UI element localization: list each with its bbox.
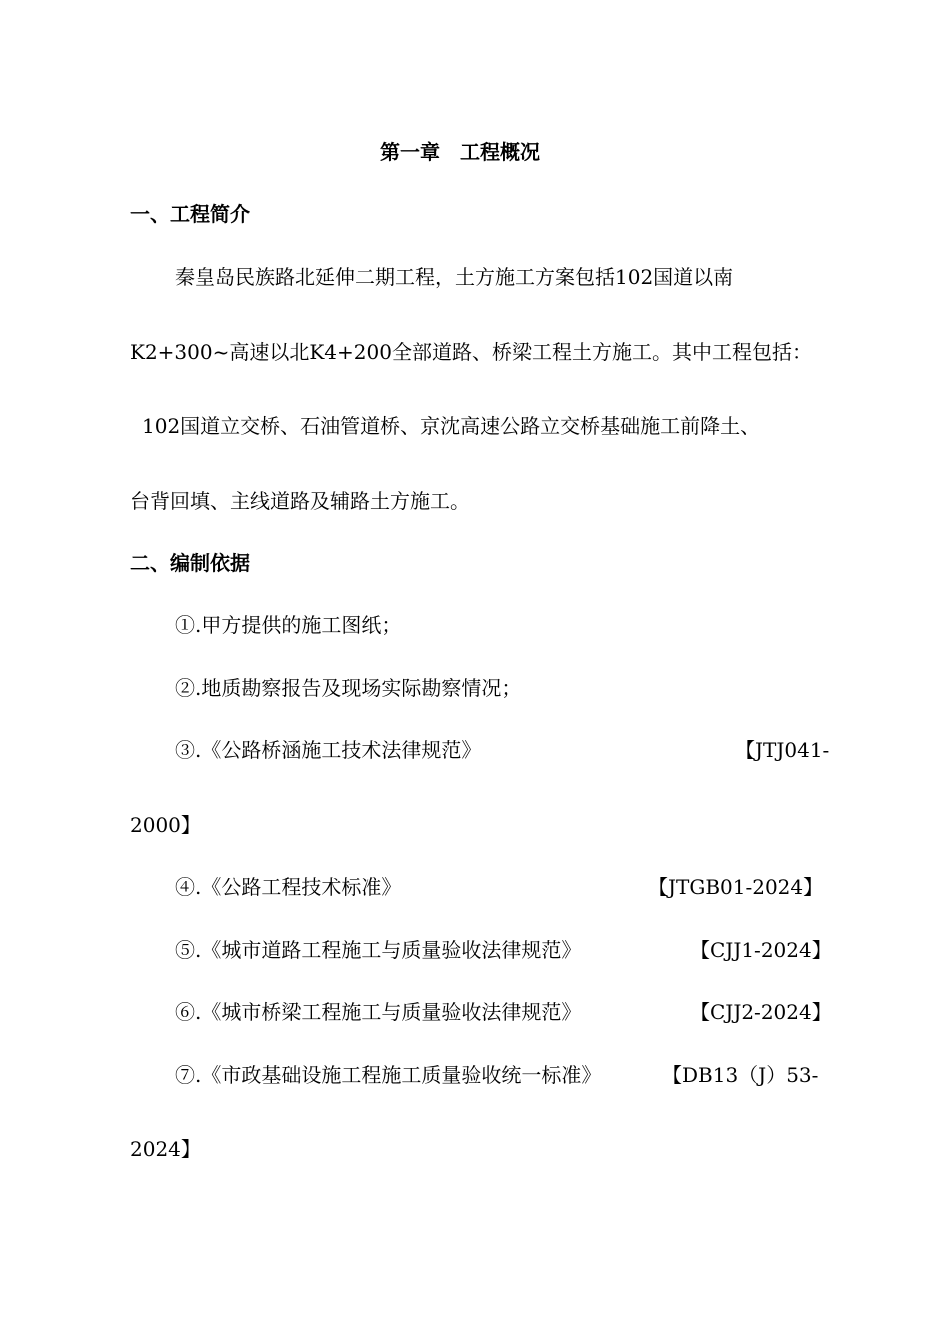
paragraph-line-3: 102国道立交桥、石油管道桥、京沈高速公路立交桥基础施工前降土、	[142, 414, 761, 438]
section-heading-project-intro: 一、工程简介	[130, 202, 250, 226]
basis-item-3-code: 【JTJ041-	[735, 738, 830, 762]
basis-item-6-code: 【CJJ2-2024】	[690, 1000, 832, 1024]
section-heading-basis: 二、编制依据	[130, 551, 250, 575]
basis-item-7-code-continuation: 2024】	[130, 1137, 201, 1161]
paragraph-line-4: 台背回填、主线道路及辅路土方施工。	[130, 489, 470, 513]
paragraph-line-2: K2+300~高速以北K4+200全部道路、桥梁工程土方施工。其中工程包括：	[130, 340, 812, 364]
basis-item-7-code: 【DB13（J）53-	[662, 1063, 819, 1087]
basis-item-2: ②.地质勘察报告及现场实际勘察情况；	[175, 676, 522, 700]
basis-item-7: ⑦.《市政基础设施工程施工质量验收统一标准》	[175, 1063, 602, 1087]
chapter-title: 第一章 工程概况	[380, 140, 540, 164]
basis-item-3-code-continuation: 2000】	[130, 813, 201, 837]
basis-item-3: ③.《公路桥涵施工技术法律规范》	[175, 738, 482, 762]
basis-item-6: ⑥.《城市桥梁工程施工与质量验收法律规范》	[175, 1000, 582, 1024]
paragraph-line-1: 秦皇岛民族路北延伸二期工程，土方施工方案包括102国道以南	[175, 265, 734, 289]
basis-item-4: ④.《公路工程技术标准》	[175, 875, 402, 899]
basis-item-4-code: 【JTGB01-2024】	[648, 875, 824, 899]
basis-item-5-code: 【CJJ1-2024】	[690, 938, 832, 962]
basis-item-5: ⑤.《城市道路工程施工与质量验收法律规范》	[175, 938, 582, 962]
basis-item-1: ①.甲方提供的施工图纸；	[175, 613, 402, 637]
